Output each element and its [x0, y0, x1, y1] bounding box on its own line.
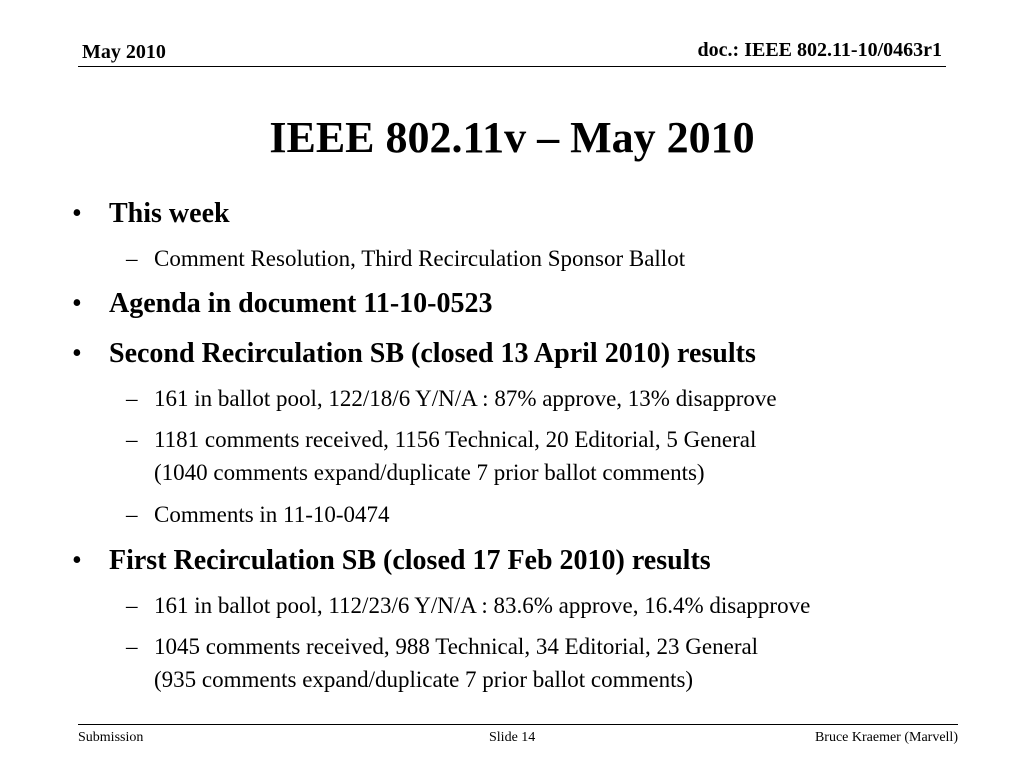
- dash-marker: –: [126, 246, 138, 271]
- header-date: May 2010: [82, 41, 166, 63]
- header-document-id: doc.: IEEE 802.11-10/0463r1: [697, 39, 942, 61]
- bullet-marker: •: [72, 198, 82, 229]
- header-divider: [78, 66, 946, 67]
- sub-bullet-text: 161 in ballot pool, 112/23/6 Y/N/A : 83.6% approve, 16.4% disapprove: [154, 593, 811, 618]
- sub-bullet-text: Comment Resolution, Third Recirculation Sponsor Ballot: [154, 246, 686, 271]
- bullet-text: First Recirculation SB (closed 17 Feb 2010) results: [109, 545, 711, 576]
- slide-title: IEEE 802.11v – May 2010: [269, 113, 755, 162]
- bullet-marker: •: [72, 338, 82, 369]
- footer-slide-number: Slide 14: [489, 730, 536, 745]
- bullet-marker: •: [72, 288, 82, 319]
- bullet-marker: •: [72, 545, 82, 576]
- footer-author: Bruce Kraemer (Marvell): [814, 730, 958, 745]
- sub-bullet-text: (1040 comments expand/duplicate 7 prior ballot comments): [154, 460, 705, 485]
- footer-submission: Submission: [78, 730, 144, 745]
- sub-bullet-text: 1045 comments received, 988 Technical, 34 Editorial, 23 General: [154, 634, 759, 659]
- sub-bullet-text: Comments in 11-10-0474: [154, 502, 390, 527]
- sub-bullet-text: 1181 comments received, 1156 Technical, 20 Editorial, 5 General: [154, 427, 757, 452]
- dash-marker: –: [126, 502, 138, 527]
- footer-divider: [78, 724, 958, 725]
- dash-marker: –: [126, 386, 138, 411]
- bullet-text: Second Recirculation SB (closed 13 April 2010) results: [109, 338, 756, 369]
- dash-marker: –: [126, 427, 138, 452]
- sub-bullet-text: 161 in ballot pool, 122/18/6 Y/N/A : 87% approve, 13% disapprove: [154, 386, 777, 411]
- dash-marker: –: [126, 634, 138, 659]
- bullet-text: Agenda in document 11-10-0523: [109, 288, 493, 319]
- sub-bullet-text: (935 comments expand/duplicate 7 prior ballot comments): [154, 667, 694, 692]
- bullet-text: This week: [109, 198, 230, 229]
- dash-marker: –: [126, 593, 138, 618]
